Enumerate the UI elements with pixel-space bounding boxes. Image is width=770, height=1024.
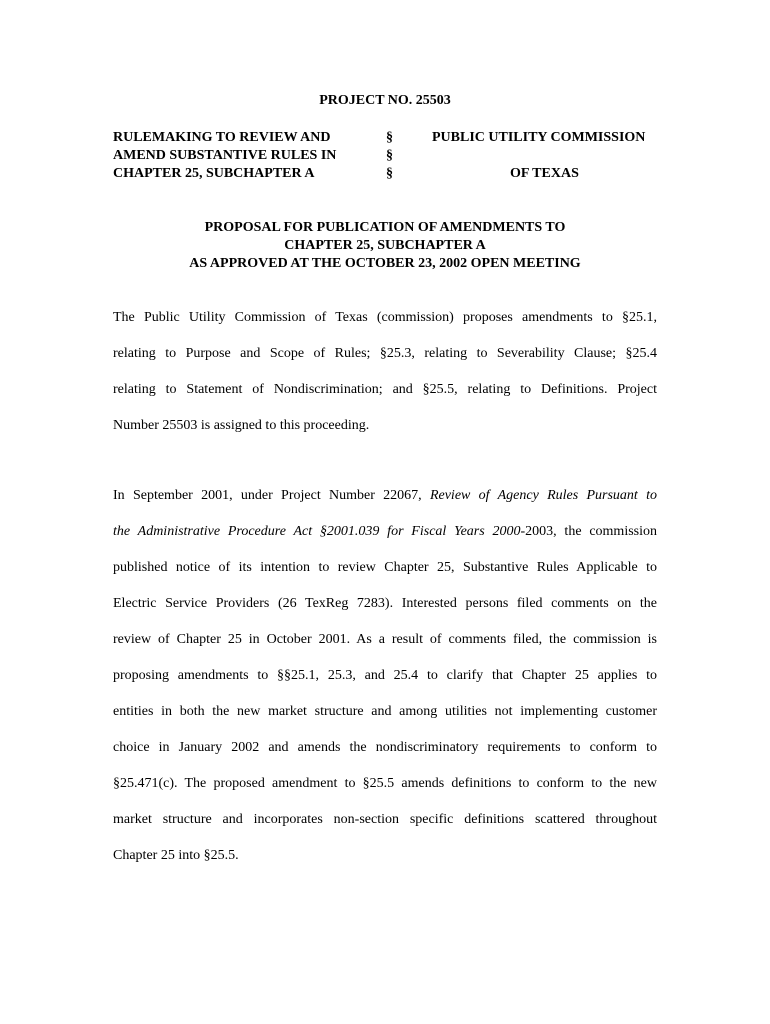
paragraph-line: §25.471(c). The proposed amendment to §25.5 amends definitions to conform to the new bbox=[113, 776, 657, 791]
caption-left-line: RULEMAKING TO REVIEW AND bbox=[113, 130, 331, 145]
paragraph-line: Electric Service Providers (26 TexReg 7283). Interested persons filed comments on the bbox=[113, 596, 657, 611]
paragraph-line: proposing amendments to §§25.1, 25.3, and 25.4 to clarify that Chapter 25 applies to bbox=[113, 668, 657, 683]
paragraph-line bbox=[113, 522, 657, 558]
section-symbol: § bbox=[386, 166, 393, 181]
caption-left-line: AMEND SUBSTANTIVE RULES IN bbox=[113, 148, 337, 163]
caption-right-state: OF TEXAS bbox=[510, 166, 579, 181]
paragraph-2 bbox=[113, 486, 657, 882]
title-line: PROPOSAL FOR PUBLICATION OF AMENDMENTS TO bbox=[204, 220, 566, 235]
caption-left bbox=[113, 129, 336, 183]
title-line: CHAPTER 25, SUBCHAPTER A bbox=[284, 238, 486, 253]
section-symbols bbox=[386, 129, 393, 183]
caption-right-commission: PUBLIC UTILITY COMMISSION bbox=[432, 130, 646, 145]
paragraph-line: The Public Utility Commission of Texas (commission) proposes amendments to §25.1, bbox=[113, 310, 657, 325]
paragraph-line: review of Chapter 25 in October 2001. As a result of comments filed, the commission is bbox=[113, 632, 657, 647]
paragraph-line: Number 25503 is assigned to this proceeding. bbox=[113, 418, 370, 433]
text-run: In September 2001, under Project Number 22067, bbox=[113, 488, 430, 503]
title-line: AS APPROVED AT THE OCTOBER 23, 2002 OPEN MEETING bbox=[189, 256, 581, 271]
caption-left-line: CHAPTER 25, SUBCHAPTER A bbox=[113, 166, 315, 181]
paragraph-line: entities in both the new market structure and among utilities not implementing customer bbox=[113, 704, 657, 719]
paragraph-line: relating to Purpose and Scope of Rules; §25.3, relating to Severability Clause; §25.4 bbox=[113, 346, 657, 361]
text-run: -2003, the commission bbox=[520, 524, 657, 539]
section-symbol: § bbox=[386, 148, 393, 163]
section-symbol: § bbox=[386, 130, 393, 145]
paragraph-line: published notice of its intention to review Chapter 25, Substantive Rules Applicable to bbox=[113, 560, 657, 575]
paragraph-line: market structure and incorporates non-section specific definitions scattered throughout bbox=[113, 812, 657, 827]
paragraph-1 bbox=[113, 308, 657, 452]
paragraph-line: relating to Statement of Nondiscrimination; and §25.5, relating to Definitions. Project bbox=[113, 382, 657, 397]
italic-reference: Review of Agency Rules Pursuant to bbox=[429, 488, 657, 503]
project-number: PROJECT NO. 25503 bbox=[319, 93, 451, 108]
paragraph-line bbox=[113, 486, 657, 522]
paragraph-line: choice in January 2002 and amends the nondiscriminatory requirements to conform to bbox=[113, 740, 657, 755]
italic-reference: the Administrative Procedure Act §2001.039 for Fiscal Years 2000 bbox=[113, 524, 521, 539]
proposal-title bbox=[0, 219, 770, 273]
paragraph-line: Chapter 25 into §25.5. bbox=[113, 848, 239, 863]
